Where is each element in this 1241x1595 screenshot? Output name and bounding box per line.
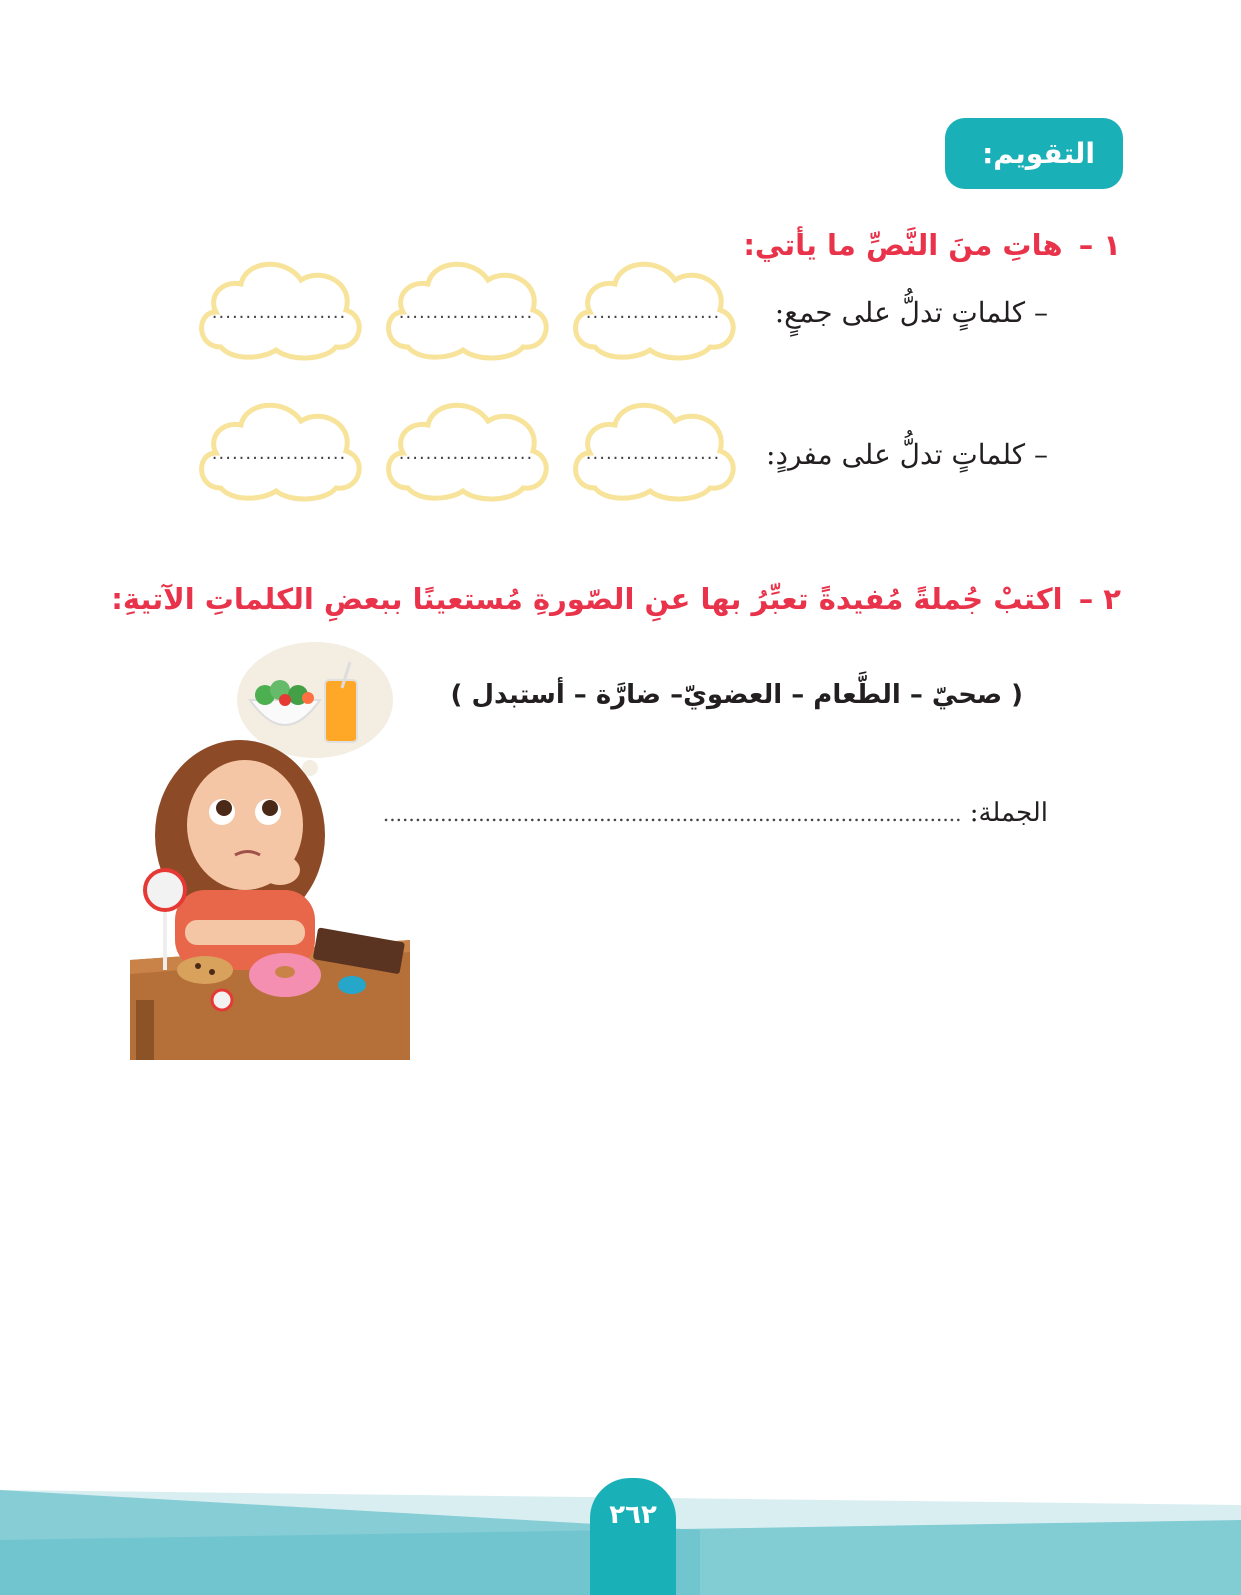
sentence-row xyxy=(383,798,1048,828)
row-singular-label: – كلماتٍ تدلُّ على مفردٍ: xyxy=(766,438,1048,471)
answer-cloud[interactable] xyxy=(186,252,372,364)
word-bank: ( صحيّ – الطَّعام – العضويّ– ضارَّة – أستبدل ) xyxy=(450,680,1023,710)
row-plural-label: – كلماتٍ تدلُّ على جمعٍ: xyxy=(774,296,1048,329)
question-2-number: ٢ – xyxy=(1078,582,1121,616)
girl-sweets-illustration xyxy=(130,640,420,1060)
question-1-text: هاتِ منَ النَّصِّ ما يأتي: xyxy=(743,228,1063,262)
page-number-text: ٢٦٢ xyxy=(609,1500,657,1530)
blank-line: .................... xyxy=(398,443,534,464)
answer-cloud[interactable] xyxy=(373,252,559,364)
sentence-label: الجملة: xyxy=(969,798,1048,828)
answer-cloud[interactable] xyxy=(560,252,746,364)
answer-cloud[interactable] xyxy=(373,393,559,505)
answer-cloud[interactable] xyxy=(560,393,746,505)
section-title: التقويم: xyxy=(982,137,1095,170)
blank-line: .................... xyxy=(398,302,534,323)
question-1-number: ١ – xyxy=(1078,228,1121,262)
blank-line: .................... xyxy=(585,443,721,464)
question-1-title xyxy=(743,228,1121,262)
page-number xyxy=(590,1478,676,1595)
question-2-title xyxy=(111,582,1121,616)
blank-line: .................... xyxy=(211,443,347,464)
section-badge xyxy=(945,118,1123,189)
blank-line: .................... xyxy=(585,302,721,323)
sentence-blank[interactable]: ........................................................................................... xyxy=(382,802,962,826)
question-2-text: اكتبْ جُملةً مُفيدةً تعبِّرُ بها عنِ الصّورةِ مُستعينًا ببعضِ الكلماتِ الآتيةِ: xyxy=(111,582,1063,616)
blank-line: .................... xyxy=(211,302,347,323)
answer-cloud[interactable] xyxy=(186,393,372,505)
